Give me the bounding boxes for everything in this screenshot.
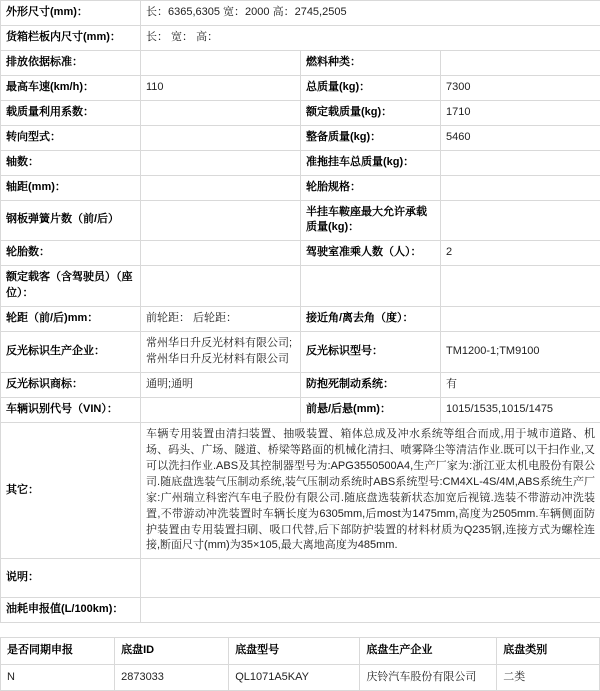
row-value (141, 598, 600, 623)
row-value (141, 125, 301, 150)
row-value (141, 50, 301, 75)
row-label: 载质量利用系数： (1, 100, 141, 125)
row-value: 长： 宽： 高： (141, 25, 600, 50)
row-value (141, 150, 301, 175)
chassis-cell-manufacturer: 庆铃汽车股份有限公司 (360, 664, 497, 690)
row-label: 防抱死制动系统： (301, 373, 441, 398)
row-label: 额定载客（含驾驶员）（座位）： (1, 266, 141, 307)
row-value: 7300 (441, 75, 600, 100)
chassis-cell-category: 二类 (497, 664, 600, 690)
table-row (1, 50, 600, 75)
row-value: 前轮距： 后轮距： (141, 307, 301, 332)
row-value (441, 200, 600, 241)
table-row (1, 559, 600, 598)
table-row (1, 100, 600, 125)
row-label: 轴数： (1, 150, 141, 175)
table-row (1, 373, 600, 398)
table-row-notes (1, 422, 600, 559)
table-row (1, 75, 600, 100)
row-label: 说明： (1, 559, 141, 598)
chassis-table (0, 637, 600, 691)
row-label: 货箱栏板内尺寸(mm)： (1, 25, 141, 50)
chassis-header-row (1, 638, 600, 664)
row-label: 轮胎规格： (301, 175, 441, 200)
chassis-header-cell: 底盘型号 (229, 638, 360, 664)
row-label: 额定载质量(kg)： (301, 100, 441, 125)
section-divider (0, 623, 600, 637)
row-label: 轮胎数： (1, 241, 141, 266)
row-label: 油耗申报值(L/100km)： (1, 598, 141, 623)
row-label: 反光标识商标： (1, 373, 141, 398)
chassis-header-cell: 底盘生产企业 (360, 638, 497, 664)
row-label: 半挂车鞍座最大允许承载质量(kg)： (301, 200, 441, 241)
table-row (1, 598, 600, 623)
row-label: 车辆识别代号（VIN）： (1, 397, 141, 422)
row-label: 燃料种类： (301, 50, 441, 75)
row-label: 整备质量(kg)： (301, 125, 441, 150)
table-row (1, 1, 600, 26)
table-row (1, 150, 600, 175)
row-value: 有 (441, 373, 600, 398)
row-value: 通明;通明 (141, 373, 301, 398)
row-value: 5460 (441, 125, 600, 150)
row-value: 110 (141, 75, 301, 100)
chassis-header-cell: 是否同期申报 (1, 638, 115, 664)
row-label: 前悬/后悬(mm)： (301, 397, 441, 422)
row-value (141, 200, 301, 241)
chassis-header-cell: 底盘ID (115, 638, 229, 664)
row-label: 反光标识生产企业： (1, 332, 141, 373)
table-row (1, 397, 600, 422)
row-label: 驾驶室准乘人数（人）： (301, 241, 441, 266)
table-row (1, 175, 600, 200)
row-label: 准拖挂车总质量(kg)： (301, 150, 441, 175)
row-value (141, 559, 600, 598)
table-row (1, 266, 600, 307)
row-value (141, 100, 301, 125)
row-value (141, 266, 301, 307)
row-value (441, 50, 600, 75)
row-label: 钢板弹簧片数（前/后） (1, 200, 141, 241)
table-row (1, 332, 600, 373)
row-value (141, 175, 301, 200)
row-value: 1710 (441, 100, 600, 125)
row-value: TM1200-1;TM9100 (441, 332, 600, 373)
row-value-notes: 车辆专用装置由清扫装置、抽吸装置、箱体总成及冲水系统等组合而成,用于城市道路、机场、码头、广场、隧道、桥梁等路面的机械化清扫、喷雾降尘等清洁作业.既可以干扫作业,又可以洗扫作业.ABS及其控制器型号为:APG3550500A4,生产厂家为:浙江亚太机电股份有限公司.随底盘选装气压制动系统,装气压制动系统时ABS系统型号:CM4XL-4S/4M,ABS系统生产厂家:广州瑞立科密汽车电子股份有限公司.随底盘选装新状态加宽后视镜.选装不带游动冲洗装置,不带游动冲洗装置时车辆长度为6305mm,后most为1475mm,高度为2505mm.车辆侧面防护装置由专用装置扫刷、吸口代替,后下部防护装置的材料材质为Q235钢,连接方式为螺栓连接,断面尺寸(mm)为35×105,最大离地高度为485mm. (141, 422, 600, 559)
table-row (1, 307, 600, 332)
row-value: 常州华日升反光材料有限公司;常州华日升反光材料有限公司 (141, 332, 301, 373)
chassis-header-cell: 底盘类别 (497, 638, 600, 664)
row-value (141, 241, 301, 266)
table-row (1, 125, 600, 150)
row-label: 接近角/离去角（度）： (301, 307, 441, 332)
row-label: 最高车速(km/h)： (1, 75, 141, 100)
row-label: 轮距（前/后)mm： (1, 307, 141, 332)
row-label: 其它： (1, 422, 141, 559)
row-value (141, 397, 301, 422)
chassis-cell-id: 2873033 (115, 664, 229, 690)
row-value: 长：6365,6305 宽：2000 高：2745,2505 (141, 1, 600, 26)
row-value (441, 266, 600, 307)
row-label: 总质量(kg)： (301, 75, 441, 100)
row-label: 排放依据标准： (1, 50, 141, 75)
row-value: 1015/1535,1015/1475 (441, 397, 600, 422)
row-label: 转向型式： (1, 125, 141, 150)
chassis-cell-model: QL1071A5KAY (229, 664, 360, 690)
table-row (1, 241, 600, 266)
row-value (441, 150, 600, 175)
row-label: 反光标识型号： (301, 332, 441, 373)
row-label (301, 266, 441, 307)
chassis-cell-declared: N (1, 664, 115, 690)
row-label: 轴距(mm)： (1, 175, 141, 200)
table-row (1, 664, 600, 690)
row-value (441, 307, 600, 332)
table-row (1, 200, 600, 241)
row-label: 外形尺寸(mm)： (1, 1, 141, 26)
row-value (441, 175, 600, 200)
row-value: 2 (441, 241, 600, 266)
table-row (1, 25, 600, 50)
